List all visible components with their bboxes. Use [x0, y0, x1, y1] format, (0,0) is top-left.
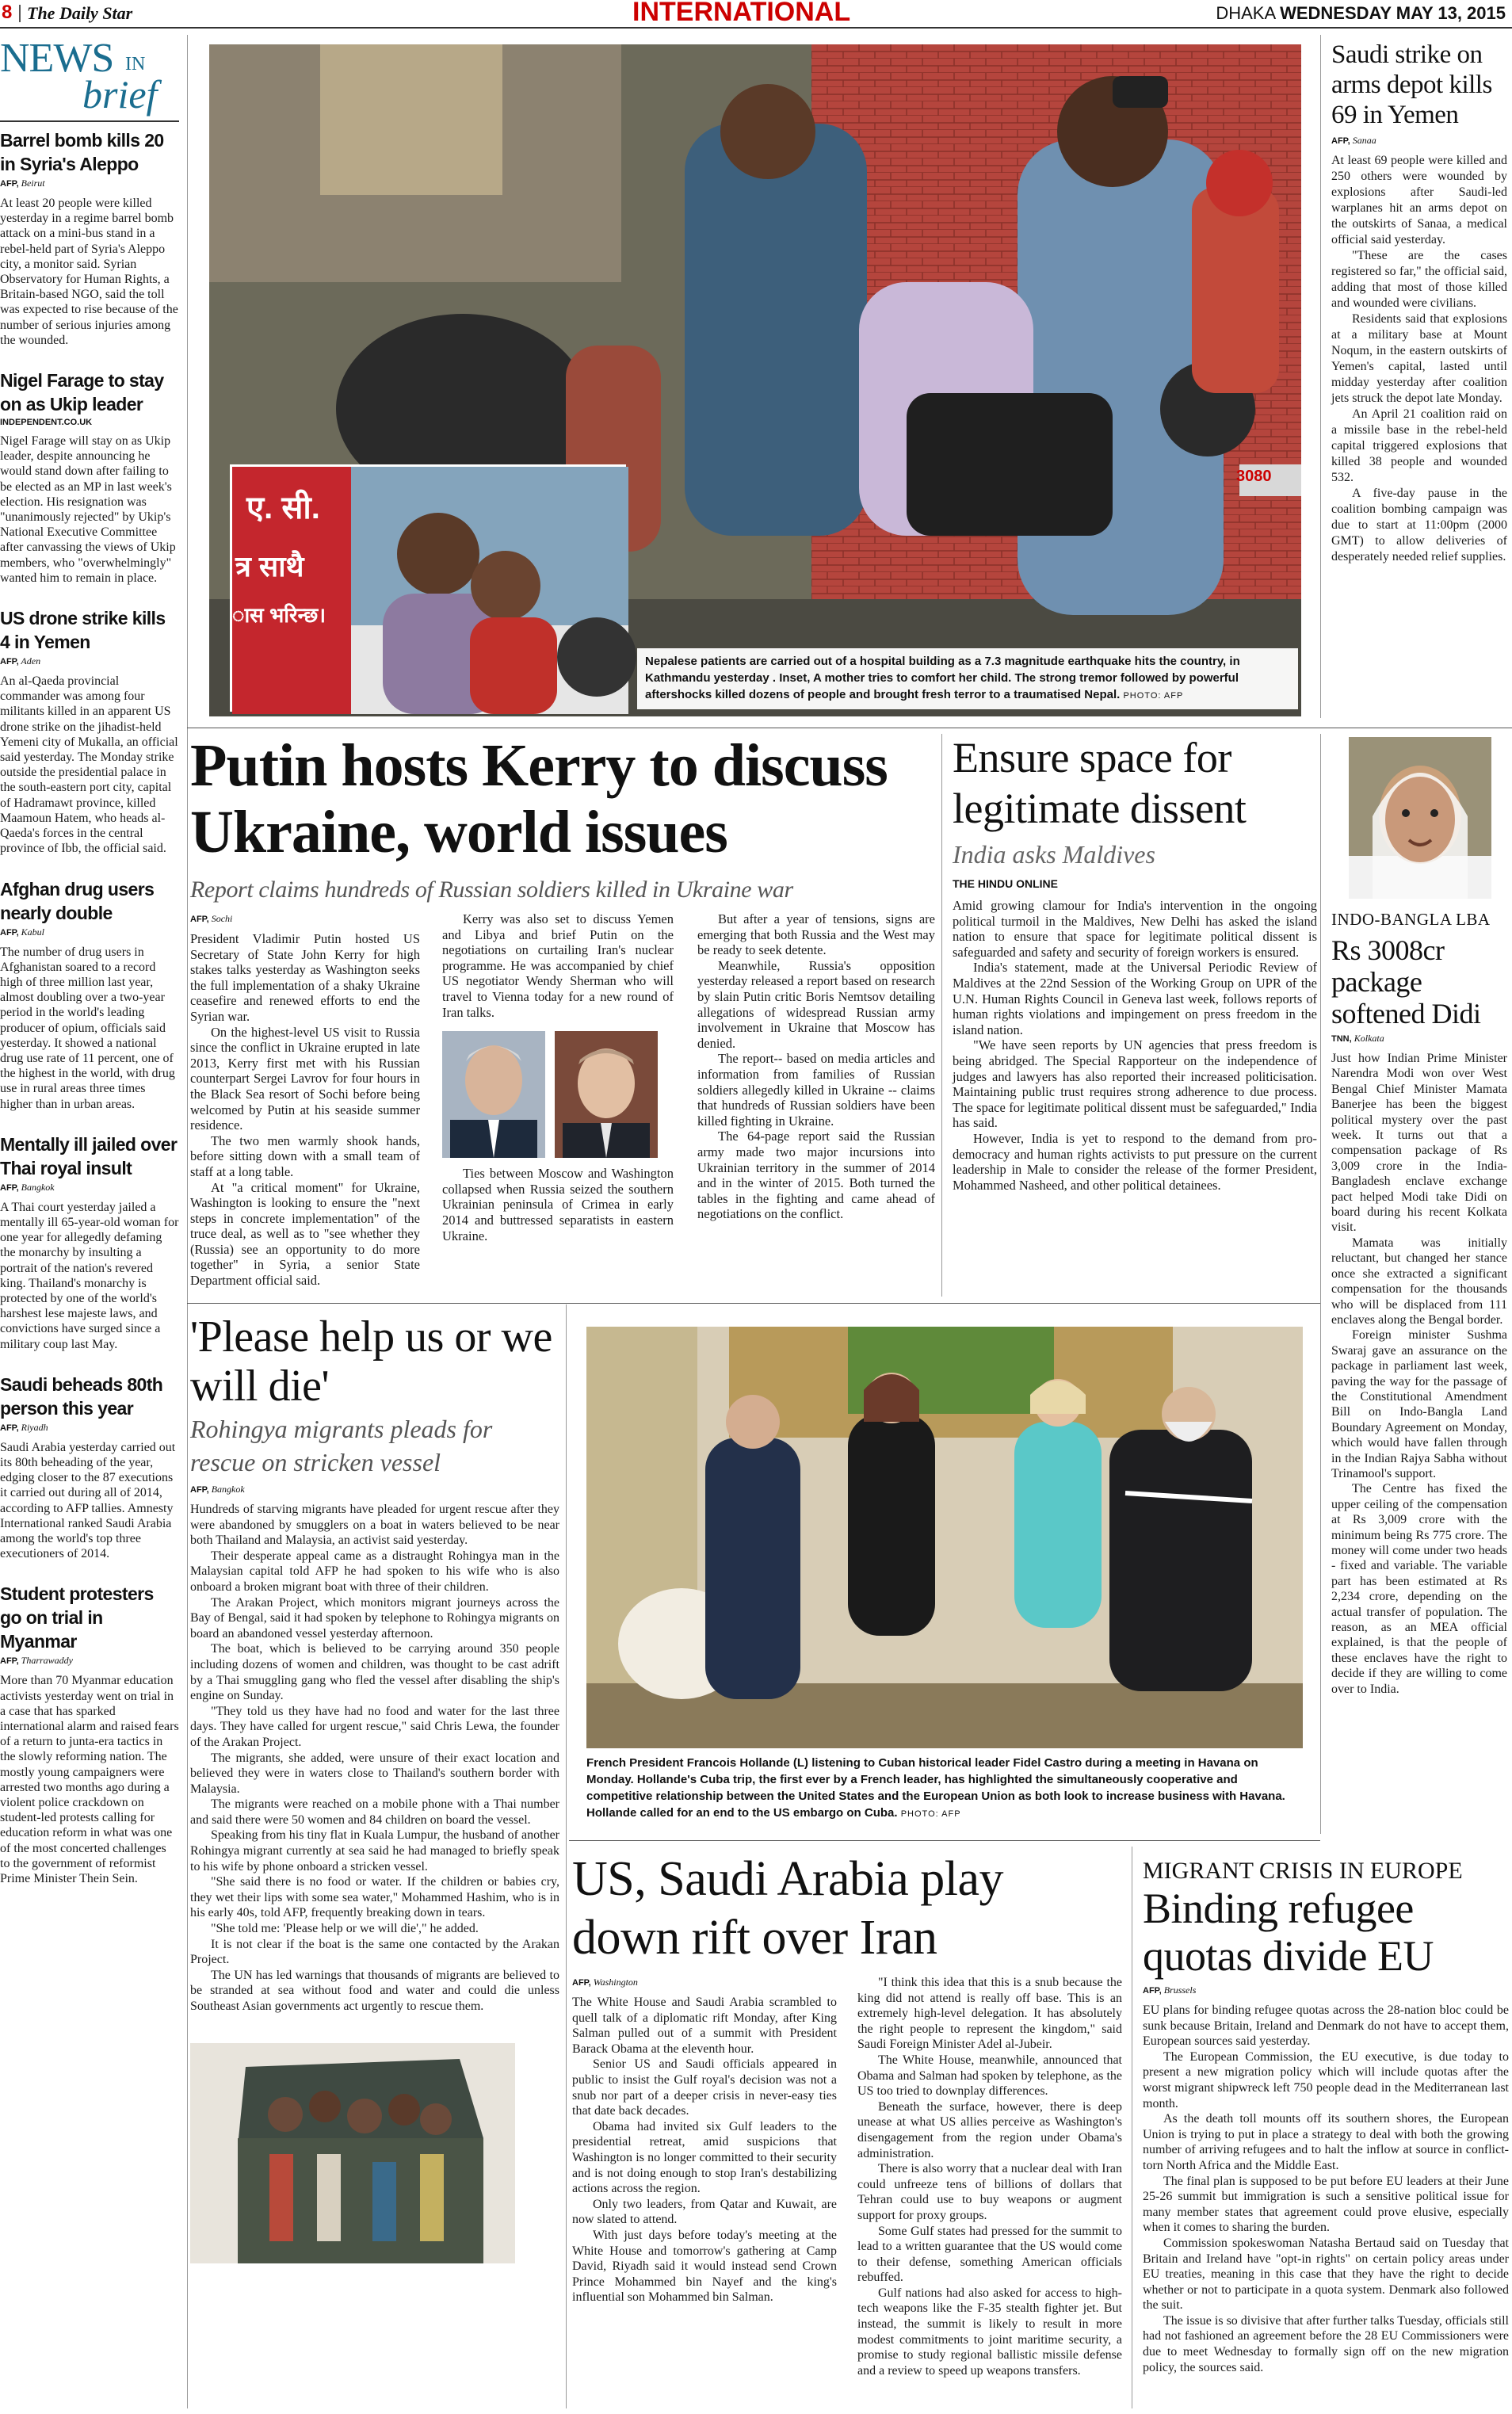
maldives-headline: Ensure space for legitimate dissent	[953, 734, 1247, 832]
putin-col-2-text-b	[442, 1166, 674, 1243]
dateline-date: WEDNESDAY MAY 13, 2015	[1280, 3, 1506, 23]
iran-col-2-text	[857, 1975, 1122, 2378]
lba-kicker: INDO-BANGLA LBA	[1331, 910, 1491, 929]
brief-text: A Thai court yesterday jailed a mentally ill 65-year-old woman for one year for allegedly defaming the monarchy by insulting a portrait of the nation's revered king. Thailand's monarchy is protected by one of the world's harshest lese majeste laws, and convictions have surged since a military coup last May.	[0, 1200, 179, 1351]
divider-iran-top	[569, 1840, 1320, 1841]
saudi-strike-place: Sanaa	[1352, 135, 1376, 146]
eu-headline: Binding refugee quotas divide EU	[1143, 1885, 1434, 1980]
putin-photo	[555, 1031, 658, 1158]
brief-title-brief: brief	[82, 72, 158, 116]
migrant-boat-photo	[190, 2043, 515, 2263]
eu-kicker: MIGRANT CRISIS IN EUROPE	[1143, 1858, 1463, 1884]
brief-place: Bangkok	[18, 1181, 55, 1193]
paragraph: Gulf nations had also asked for access to high-tech weapons like the F-35 stealth fighter jet. But instead, the summit is likely to result in more modest commitments to joint maritime security, a promise to study regional ballistic missile defense and a review to speed up weapons transfers.	[857, 2286, 1122, 2378]
eu-story	[1143, 1858, 1509, 2408]
brief-agency: AFP,	[0, 1182, 19, 1193]
putin-col-1	[190, 911, 420, 1292]
masthead: The Daily Star	[27, 3, 133, 23]
paragraph: The UN has led warnings that thousands of migrants are believed to be stranded at sea without food and water and could die unless Southeast Asian governments act urgently to rescue them.	[190, 1968, 559, 2013]
brief-source	[0, 926, 179, 938]
brief-text: An al-Qaeda provincial commander was among four militants killed in an apparent US drone strike on the jihadist-held Yemeni city of Mukalla, an official said yesterday. The Monday strike outside the presidential palace in the south-eastern port city, capital of Hadramawt province, killed Maamoun Hatem, who heads al-Qaeda's forces in the central province of Ibb, the official said.	[0, 674, 178, 856]
divider-lba	[1320, 734, 1321, 1834]
paragraph: At "a critical moment" for Ukraine, Washington is looking to ensure the "next steps in concrete implementation" of the truce deal, as well as to "see whether they (Russia) see an opportunity to do more together" in Syria, a senior State Department official said.	[190, 1179, 420, 1289]
iran-col-1-text	[572, 1995, 837, 2305]
paragraph: Just how Indian Prime Minister Narendra Modi won over West Bengal Chief Minister Mamata Banerjee has been the biggest political mystery over the past week. It turns out that a compensation package of Rs 3,009 crore in the India-Bangladesh enclave exchange pact helped Modi take Didi on board during his recent Kolkata visit.	[1331, 1052, 1507, 1235]
nepal-caption-text: Nepalese patients are carried out of a hospital building as a 7.3 magnitude earthquake hits the country, in Kathmandu yesterday . Inset, A mother tries to comfort her child. The strong tremor followed by powerful aftershocks killed dozens of people and brought fresh terror to a traumatised Nepal.	[645, 655, 1240, 701]
paragraph: The Arakan Project, which monitors migrant journeys across the Bay of Bengal, said it had spoken by telephone to Rohingya migrants on board an abandoned vessel yesterday afternoon.	[190, 1595, 559, 1641]
brief-source	[0, 1182, 179, 1194]
paragraph: "I think this idea that this is a snub because the king did not attend is really off base. This is an extremely high-level delegation. It has absolutely the right people to represent the kingdom," said Saudi Foreign Minister Adel al-Jubeir.	[857, 1976, 1122, 2052]
brief-item	[0, 369, 179, 586]
brief-item	[0, 1582, 179, 1886]
paragraph: Kerry was also set to discuss Yemen and Libya and brief Putin on the negotiations on curtailing Iran's nuclear programme. He was accompanied by chief US negotiator Wendy Sherman who will travel to Vienna today for a new round of Iran talks.	[442, 911, 674, 1020]
divider-brief	[187, 35, 188, 2408]
brief-headline: Nigel Farage to stay on as Ukip leader	[0, 370, 164, 415]
brief-title	[0, 35, 179, 120]
paragraph: The migrants, she added, were unsure of their exact location and believed they were in waters close to Thailand's southern border with Malaysia.	[190, 1751, 559, 1796]
putin-col-1-text	[190, 931, 420, 1289]
kerry-photo	[442, 1031, 545, 1158]
divider-right-top	[1320, 35, 1321, 718]
saudi-strike-story	[1331, 40, 1507, 713]
brief-agency: INDEPENDENT.CO.UK	[0, 418, 93, 428]
putin-headline: Putin hosts Kerry to discuss Ukraine, world issues	[190, 732, 888, 865]
iran-columns	[572, 1975, 1122, 2409]
maldives-story	[953, 732, 1317, 1297]
rohingya-body	[190, 1502, 559, 2015]
paragraph: The migrants were reached on a mobile phone with a Thai number and said there were 50 women and 84 children on board the vessel.	[190, 1797, 559, 1827]
paragraph: The White House and Saudi Arabia scrambled to quell talk of a diplomatic rift Monday, after King Salman pulled out of a summit with President Barack Obama at the eleventh hour.	[572, 1996, 837, 2056]
page-header	[0, 0, 1512, 29]
eu-place: Brussels	[1163, 1984, 1197, 1996]
paragraph: "She told me: 'Please help or we will die'," he added.	[211, 1922, 479, 1936]
brief-agency: AFP,	[0, 927, 19, 938]
brief-source	[0, 178, 179, 189]
saudi-strike-source	[1331, 135, 1507, 147]
putin-col-2	[442, 911, 674, 1292]
paragraph: "We have seen reports by UN agencies that press freedom is being abridged. The Special Rapporteur on the independence of judges and lawyers has also reported their increased politicisation. Maintaining public trust requires strong adherence to due process. The space for legitimate political dissent must be safeguarded," India has said.	[953, 1037, 1317, 1131]
paragraph: With just days before today's meeting at the White House and tomorrow's gathering at Camp David, Riyadh said it would instead send Crown Prince Mohammed bin Nayef and the king's influential son Mohammed bin Salman.	[572, 2228, 837, 2305]
putin-subhead: Report claims hundreds of Russian soldiers killed in Ukraine war	[190, 877, 793, 903]
motorbike-plate: 3080	[1236, 468, 1272, 485]
brief-headline: Mentally ill jailed over Thai royal insult	[0, 1133, 178, 1178]
kerry-putin-photos	[442, 1031, 674, 1158]
dateline	[1216, 3, 1506, 24]
inset-sign-text-1: ए. सी.	[246, 491, 320, 525]
paragraph: Senior US and Saudi officials appeared in public to insist the Gulf royal's decision was not a snub nor part of a deeper crisis in never-easy ties that date back decades.	[572, 2057, 837, 2118]
lba-headline: Rs 3008cr package softened Didi	[1331, 934, 1481, 1029]
putin-agency: AFP,	[190, 915, 209, 924]
iran-col-1	[572, 1975, 837, 2409]
paragraph: The 64-page report said the Russian army made two major incursions into Ukrainian territory in the summer of 2014 and in the winter of 2015. Both turned the tables in the fighting and came ahead of negotiations on the conflict.	[697, 1129, 935, 1222]
brief-source	[0, 1655, 179, 1667]
paragraph: Speaking from his tiny flat in Kuala Lumpur, the husband of another Rohingya migrant currently at sea said he had managed to briefly speak to his wife by phone onboard a stricken vessel.	[190, 1828, 559, 1874]
rohingya-subhead: Rohingya migrants pleads for rescue on stricken vessel	[190, 1415, 493, 1476]
iran-place: Washington	[593, 1977, 638, 1988]
eu-source	[1143, 1984, 1509, 1996]
brief-item	[0, 1373, 179, 1562]
nepal-caption	[637, 648, 1298, 709]
brief-text: More than 70 Myanmar education activists yesterday went on trial in a case that has sparked international alarm and raised fears of a return to junta-era tactics in the slowly reforming nation. The mostly young campaigners were arrested two months ago during a violent police crackdown on student-led protests calling for education reform in what was one of the most concerted challenges to the government of reformist Prime Minister Thein Sein.	[0, 1674, 179, 1886]
paragraph: Their desperate appeal came as a distraught Rohingya man in the Malaysian capital told AFP he had spoken to his wife who is also onboard a broken migrant boat with three of their children.	[190, 1549, 559, 1594]
lba-story	[1331, 737, 1507, 1831]
paragraph: The White House, meanwhile, announced that Obama and Salman had spoken by telephone, as the US too tried to downplay differences.	[857, 2053, 1122, 2099]
news-in-brief	[0, 35, 179, 2408]
brief-headline: Afghan drug users nearly double	[0, 878, 155, 923]
putin-col-3	[697, 911, 935, 1292]
putin-illustration	[555, 1031, 658, 1158]
maldives-source	[953, 877, 1317, 890]
brief-rule	[0, 120, 179, 122]
paragraph: Commission spokeswoman Natasha Bertaud said on Tuesday that Britain and Ireland have "opt-in rights" on certain policy areas under EU treaties, meaning in this case that they have the right to decide whether or not to participate in a quota system. Denmark also followed the suit.	[1143, 2236, 1509, 2313]
lba-place: Kolkata	[1354, 1033, 1384, 1044]
maldives-body	[953, 898, 1317, 1193]
paragraph: There is also worry that a nuclear deal with Iran could unfreeze tens of billions of dollars that Tehran could use to buy weapons or augment support for proxy groups.	[857, 2162, 1122, 2222]
brief-item	[0, 877, 179, 1112]
header-divider	[19, 5, 21, 22]
saudi-strike-body	[1331, 153, 1507, 565]
putin-place: Sochi	[211, 913, 233, 924]
rohingya-source	[190, 1484, 559, 1495]
brief-item	[0, 128, 179, 348]
paragraph: A five-day pause in the coalition bombing campaign was due to start at 11:00pm (2000 GMT) to allow deliveries of desperately needed relief supplies.	[1331, 487, 1507, 563]
paragraph: The final plan is supposed to be put before EU leaders at their June 25-26 summit but immigration is such a sensitive political issue for many member states that agreement could prove elusive, especially when it comes to sharing the burden.	[1143, 2174, 1509, 2235]
lba-agency: TNN,	[1331, 1034, 1352, 1044]
brief-item	[0, 606, 179, 856]
castro-hollande-photo	[586, 1327, 1303, 1820]
brief-item	[0, 1133, 179, 1352]
rohingya-place: Bangkok	[211, 1484, 245, 1495]
nepal-inset-photo	[230, 464, 626, 712]
brief-place: Aden	[18, 655, 41, 667]
brief-agency: AFP,	[0, 179, 19, 189]
castro-caption-text: French President Francois Hollande (L) listening to Cuban historical leader Fidel Castro during a meeting in Havana on Monday. Hollande's Cuba trip, the first ever by a French leader, has highlighted the simultaneously cooperative and competitive relationship between the United States and the European Union as both look to increase business with Havana. Hollande called for an end to the US embargo on Cuba.	[586, 1756, 1285, 1820]
paragraph: Some Gulf states had pressed for the summit to lead to a written guarantee that the US would come to their defense, something American officials rebuffed.	[857, 2224, 1122, 2285]
brief-headline: US drone strike kills 4 in Yemen	[0, 608, 166, 653]
castro-photo-credit: PHOTO: AFP	[900, 1809, 961, 1819]
nepal-earthquake-photo	[209, 44, 1301, 716]
paragraph: President Vladimir Putin hosted US Secretary of State John Kerry for high stakes talks yesterday as Washington seeks the full implementation of a shaky Ukraine ceasefire and renewed efforts to end the Syrian war.	[190, 931, 420, 1024]
divider-rohingya	[566, 1304, 567, 2408]
brief-headline: Student protesters go on trial in Myanmar	[0, 1583, 154, 1652]
brief-place: Tharrawaddy	[18, 1655, 73, 1667]
putin-col-3-text	[697, 911, 935, 1222]
iran-story	[572, 1850, 1122, 2408]
putin-columns	[190, 911, 938, 1292]
brief-title-news: NEWS	[0, 36, 114, 81]
iran-agency: AFP,	[572, 1978, 591, 1988]
brief-source	[0, 418, 179, 427]
paragraph: Foreign minister Sushma Swaraj gave an assurance on the package in parliament last week, paving the way for the passage of the Constitutional Amendment Bill on Indo-Bangla Land Boundary Agreement on Monday, which would have fallen through in the Indian Rajya Sabha without Trinamool's support.	[1331, 1328, 1507, 1480]
paragraph: Residents said that explosions at a military base at Mount Noqum, in the eastern outskirts of Yemen's capital, lasted until midday yesterday after coalition jets struck the depot late Monday.	[1331, 312, 1507, 405]
kerry-illustration	[442, 1031, 545, 1158]
maldives-agency: THE HINDU ONLINE	[953, 877, 1058, 890]
paragraph: But after a year of tensions, signs are emerging that both Russia and the West may be ready to seek detente.	[697, 911, 935, 958]
inset-sign-text-3: ास भरिन्छ।	[232, 603, 326, 627]
paragraph: On the highest-level US visit to Russia since the conflict in Ukraine erupted in late 2013, Kerry first met with his Russian counterpart Sergei Lavrov for four hours in the Black Sea resort of Sochi before being welcomed by Putin at his seaside summer residence.	[190, 1024, 420, 1133]
paragraph: Only two leaders, from Qatar and Kuwait, are now slated to attend.	[572, 2197, 837, 2227]
putin-source	[190, 913, 420, 925]
brief-headline: Saudi beheads 80th person this year	[0, 1373, 163, 1419]
iran-source	[572, 1977, 837, 1988]
paragraph: The boat, which is believed to be carrying around 350 people including dozens of women and children, was thought to be cast adrift by a Thai smuggling gang who fled the vessel after disabling the ship's engine on Sunday.	[190, 1642, 559, 1703]
paragraph: The Centre has fixed the upper ceiling of the compensation at Rs 3,009 crore with the minimum being Rs 775 crore. The money will come under two heads - fixed and variable. The variable part has been estimated at Rs 2,234 crore, depending on the actual transfer of population. The reason, as an MEA official explained, is that the people of these enclaves have the right to decide if they are willing to come over to India.	[1331, 1482, 1507, 1696]
brief-agency: AFP,	[0, 1423, 19, 1433]
brief-list	[0, 128, 179, 1886]
brief-agency: AFP,	[0, 657, 19, 667]
brief-source	[0, 1422, 179, 1434]
rohingya-agency: AFP,	[190, 1485, 209, 1495]
paragraph: The European Commission, the EU executive, is due today to present a new migration policy which will include quotas after the worst migrant shipwreck left 750 people dead in the Mediterranean last month.	[1143, 2049, 1509, 2110]
brief-source	[0, 655, 179, 667]
brief-title-in: IN	[125, 54, 146, 74]
rohingya-headline: 'Please help us or we will die'	[190, 1312, 552, 1411]
paragraph: Beneath the surface, however, there is deep unease at what US allies perceive as Washington's disengagement from the region under Obama's administration.	[857, 2099, 1122, 2160]
saudi-strike-agency: AFP,	[1331, 136, 1350, 146]
page-number: 8	[2, 2, 13, 23]
lba-source	[1331, 1033, 1507, 1045]
paragraph: It is not clear if the boat is the same one contacted by the Arakan Project.	[190, 1937, 559, 1967]
rohingya-story	[190, 1312, 559, 2414]
brief-text: The number of drug users in Afghanistan soared to a record high of three million last year, almost doubling over a two-year period in the world's leading producer of opium, officials said yesterday. It showed a national drug use rate of 11 percent, one of the highest in the world, with drug use in rural areas three times higher than in urban areas.	[0, 945, 175, 1111]
paragraph: As the death toll mounts off its southern shores, the European Union is trying to put in place a strategy to deal with both the growing number of arriving refugees and to halt the inflow at source in conflict-torn North Africa and the Middle East.	[1143, 2112, 1509, 2172]
brief-text: Saudi Arabia yesterday carried out its 80th beheading of the year, edging closer to the 87 executions it carried out during all of 2014, according to AFP tallies. Amnesty International ranked Saudi Arabia among the world's top three executioners of 2014.	[0, 1440, 176, 1561]
paragraph: India's statement, made at the Universal Periodic Review of Maldives at the 22nd Session of the Working Group on UPR of the U.N. Human Rights Council in Geneva last week, follows reports of human rights violations and impingement on press freedom in the island nation.	[953, 960, 1317, 1037]
paragraph: At least 69 people were killed and 250 others were wounded by explosions after Saudi-led warplanes hit an arms depot on the outskirts of Sanaa, a medical official said yesterday.	[1331, 154, 1507, 246]
paragraph: Hundreds of starving migrants have pleaded for urgent rescue after they were abandoned by smugglers on a boat in waters believed to be near both Thailand and Malaysia, an activist said yesterday.	[190, 1503, 559, 1548]
paragraph: Obama had invited six Gulf leaders to the presidential retreat, amid suspicions that Washington is no longer committed to their security and is not doing enough to stop Iran's destabilizing actions across the region.	[572, 2119, 837, 2196]
brief-agency: AFP,	[0, 1656, 19, 1667]
divider-mid-2	[187, 1303, 1320, 1304]
iran-headline: US, Saudi Arabia play down rift over Iran	[572, 1852, 1003, 1965]
dateline-city: DHAKA	[1216, 3, 1275, 23]
maldives-subhead: India asks Maldives	[953, 840, 1155, 869]
brief-place: Riyadh	[18, 1421, 48, 1433]
section-title: INTERNATIONAL	[632, 0, 851, 27]
paragraph: "She said there is no food or water. If the children or babies cry, they wet their lips with some sea water," Mohammed Hashim, who is in his early 40s, told AFP, frequently breaking down in tears.	[190, 1875, 559, 1920]
paragraph: The two men warmly shook hands, before sitting down with a small team of staff at a long table.	[190, 1133, 420, 1179]
inset-illustration	[351, 467, 628, 714]
saudi-strike-headline: Saudi strike on arms depot kills 69 in Yemen	[1331, 40, 1492, 129]
brief-text: Nigel Farage will stay on as Ukip leader, despite announcing he would stand down after failing to be elected as an MP in last week's election. His resignation was "unanimously rejected" by Ukip's National Executive Committee after canvassing the views of Ukip members, who "overwhelmingly" wanted him to remain in place.	[0, 434, 176, 585]
iran-col-2	[857, 1975, 1122, 2409]
castro-photo-illustration	[586, 1327, 1303, 1748]
migrant-boat-illustration	[190, 2043, 515, 2263]
mamata-photo	[1349, 737, 1491, 899]
divider-putin	[941, 734, 942, 1297]
paragraph: The issue is so divisive that after further talks Tuesday, officials still had not fashioned an agreement before the 28 EU Commissioners were due to meet Wednesday to formally sign off on the new migration policy, the sources said.	[1143, 2313, 1509, 2374]
paragraph: Meanwhile, Russia's opposition yesterday released a report based on research by slain Putin critic Boris Nemtsov detailing allegations of widespread Russian army involvement in Ukraine that Moscow has denied.	[697, 957, 935, 1051]
putin-story	[190, 732, 938, 1297]
brief-headline: Barrel bomb kills 20 in Syria's Aleppo	[0, 130, 164, 174]
mamata-illustration	[1349, 737, 1491, 899]
lba-body	[1331, 1051, 1507, 1697]
castro-caption	[586, 1748, 1303, 1823]
paragraph: Amid growing clamour for India's intervention in the ongoing political turmoil in the Maldives, New Delhi has asked the island nation to ensure that space for legitimate political dissent is safeguarded and safety and security of foreign workers is ensured.	[953, 898, 1317, 960]
brief-text: At least 20 people were killed yesterday in a regime barrel bomb attack on a mini-bus stand in a rebel-held part of Syria's Aleppo city, a monitor said. Syrian Observatory for Human Rights, a Britain-based NGO, said the toll was expected to rise because of the number of serious injuries among the wounded.	[0, 197, 178, 347]
eu-agency: AFP,	[1143, 1986, 1162, 1996]
paragraph: EU plans for binding refugee quotas across the 28-nation bloc could be sunk because Britain, Ireland and Denmark do not have to accept them, European sources said yesterday.	[1143, 2003, 1509, 2049]
paragraph: However, India is yet to respond to the demand from pro-democracy and human rights activists to put pressure on the current leadership in Male to consider the release of the former President, Mohammed Nasheed, and other political detainees.	[953, 1130, 1317, 1193]
brief-place: Kabul	[18, 926, 44, 938]
brief-place: Beirut	[18, 178, 45, 189]
inset-sign-text-2: त्र साथै	[235, 550, 304, 582]
putin-col-2-text-a	[442, 911, 674, 1020]
paragraph: The report-- based on media articles and information from families of Russian soldiers allegedly killed in Ukraine -- claims that hundreds of Russian soldiers have been killed fighting in Ukraine.	[697, 1051, 935, 1129]
paragraph: Ties between Moscow and Washington collapsed when Russia seized the southern Ukrainian peninsula of Crimea in early 2014 and buttressed separatists in eastern Ukraine.	[442, 1166, 674, 1243]
paragraph: An April 21 coalition raid on a missile base in the rebel-held capital triggered explosions that killed 38 people and wounded 532.	[1331, 407, 1507, 484]
nepal-photo-credit: PHOTO: AFP	[1123, 691, 1184, 701]
paragraph: "These are the cases registered so far," the official said, adding that most of those killed and wounded were civilians.	[1331, 249, 1507, 310]
paragraph: Mamata was initially reluctant, but changed her stance once she extracted a significant compensation for the thousands who will be displaced from 111 enclaves along the Bengal border.	[1331, 1236, 1507, 1327]
eu-body	[1143, 2003, 1509, 2375]
paragraph: "They told us they have had no food and water for the last three days. They have called for urgent rescue," said Chris Lewa, the founder of the Arakan Project.	[190, 1704, 559, 1749]
